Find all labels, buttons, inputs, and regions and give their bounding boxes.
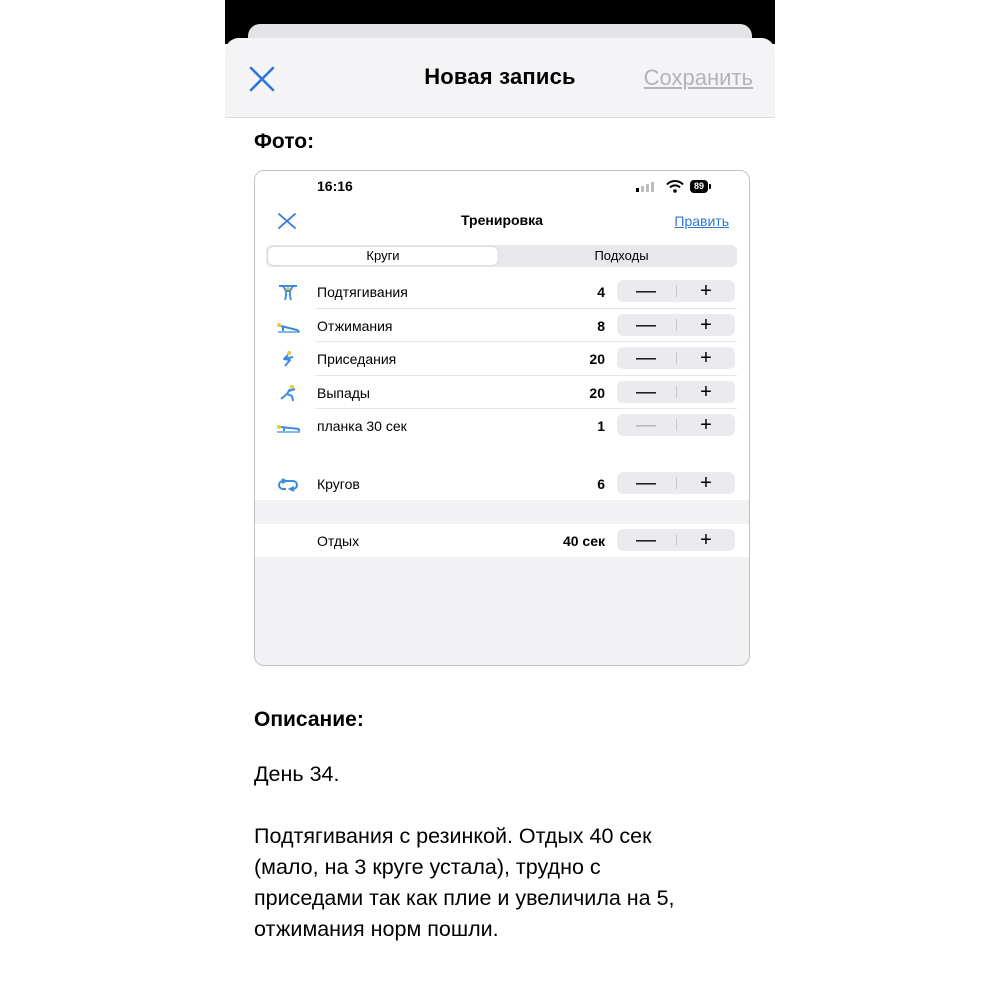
exercise-list xyxy=(255,275,749,443)
rounds-row xyxy=(255,467,749,500)
exercise-label: Выпады xyxy=(317,384,370,401)
sheet-navbar xyxy=(225,38,775,118)
workout-screen xyxy=(255,171,749,471)
rounds-stepper xyxy=(617,472,735,494)
exercise-stepper xyxy=(617,347,735,369)
exercise-value: 8 xyxy=(597,317,605,334)
exercise-stepper xyxy=(617,381,735,403)
save-button[interactable]: Сохранить xyxy=(643,65,753,90)
stepper-minus: — xyxy=(636,529,656,551)
exercise-row xyxy=(255,309,749,343)
signal-icon xyxy=(636,180,660,192)
exercise-label: Приседания xyxy=(317,351,397,367)
pullup-icon xyxy=(275,283,301,301)
description-label: Описание: xyxy=(254,708,364,731)
segment-sets: Подходы xyxy=(594,248,649,263)
segmented-control xyxy=(266,245,737,267)
stepper-plus: + xyxy=(700,347,712,369)
description-day: День 34. xyxy=(254,762,340,786)
battery-level: 89 xyxy=(690,180,708,193)
exercise-label: планка 30 сек xyxy=(317,418,407,434)
repeat-icon xyxy=(275,475,301,493)
photo-label: Фото: xyxy=(254,130,315,153)
stepper-minus: — xyxy=(636,280,656,302)
stepper-plus: + xyxy=(700,380,712,403)
stepper-plus: + xyxy=(700,313,712,336)
description-line: приседами так как плие и увеличила на 5, xyxy=(254,886,675,910)
exercise-row xyxy=(255,275,749,309)
pushup-icon xyxy=(275,317,301,335)
exercise-label: Отжимания xyxy=(317,317,393,334)
exercise-row xyxy=(255,342,749,376)
exercise-label: Подтягивания xyxy=(317,284,408,300)
exercise-value: 20 xyxy=(589,384,605,401)
exercise-value: 20 xyxy=(589,351,605,367)
status-icons xyxy=(636,179,711,193)
stepper-plus: + xyxy=(700,414,712,436)
description-line: Подтягивания с резинкой. Отдых 40 сек xyxy=(254,824,652,848)
description-line: отжимания норм пошли. xyxy=(254,917,499,941)
squat-icon xyxy=(275,350,301,368)
phone-screen xyxy=(225,0,775,1000)
new-entry-sheet xyxy=(225,38,775,1000)
exercise-stepper xyxy=(617,314,735,336)
rounds-label: Кругов xyxy=(317,476,360,492)
exercise-stepper xyxy=(617,280,735,302)
stepper-minus: — xyxy=(636,380,656,403)
attached-photo[interactable] xyxy=(254,170,750,666)
stepper-minus: — xyxy=(636,472,656,494)
inner-title: Тренировка xyxy=(461,212,543,228)
sheet-title: Новая запись xyxy=(424,64,576,89)
plank-icon xyxy=(275,417,301,435)
description-body[interactable] xyxy=(254,821,675,945)
stepper-plus: + xyxy=(700,529,712,551)
lunge-icon xyxy=(275,384,301,402)
exercise-row xyxy=(255,376,749,410)
stepper-minus: — xyxy=(636,414,656,436)
stepper-minus: — xyxy=(636,347,656,369)
exercise-value: 1 xyxy=(597,418,605,434)
wifi-icon xyxy=(666,180,684,193)
rest-row xyxy=(255,524,749,557)
status-time: 16:16 xyxy=(317,178,353,194)
stepper-minus: — xyxy=(636,313,656,336)
stepper-plus: + xyxy=(700,472,712,494)
rest-label: Отдых xyxy=(317,533,360,549)
exercise-stepper xyxy=(617,414,735,436)
rounds-value: 6 xyxy=(597,476,605,492)
exercise-row xyxy=(255,409,749,443)
battery-icon xyxy=(690,180,711,193)
description-line: (мало, на 3 круге устала), трудно с xyxy=(254,855,601,879)
segment-rounds: Круги xyxy=(268,247,498,265)
inner-edit-link: Править xyxy=(674,213,729,229)
rest-value: 40 сек xyxy=(562,533,605,549)
rest-stepper xyxy=(617,529,735,551)
stepper-plus: + xyxy=(700,280,712,302)
exercise-value: 4 xyxy=(597,284,605,300)
